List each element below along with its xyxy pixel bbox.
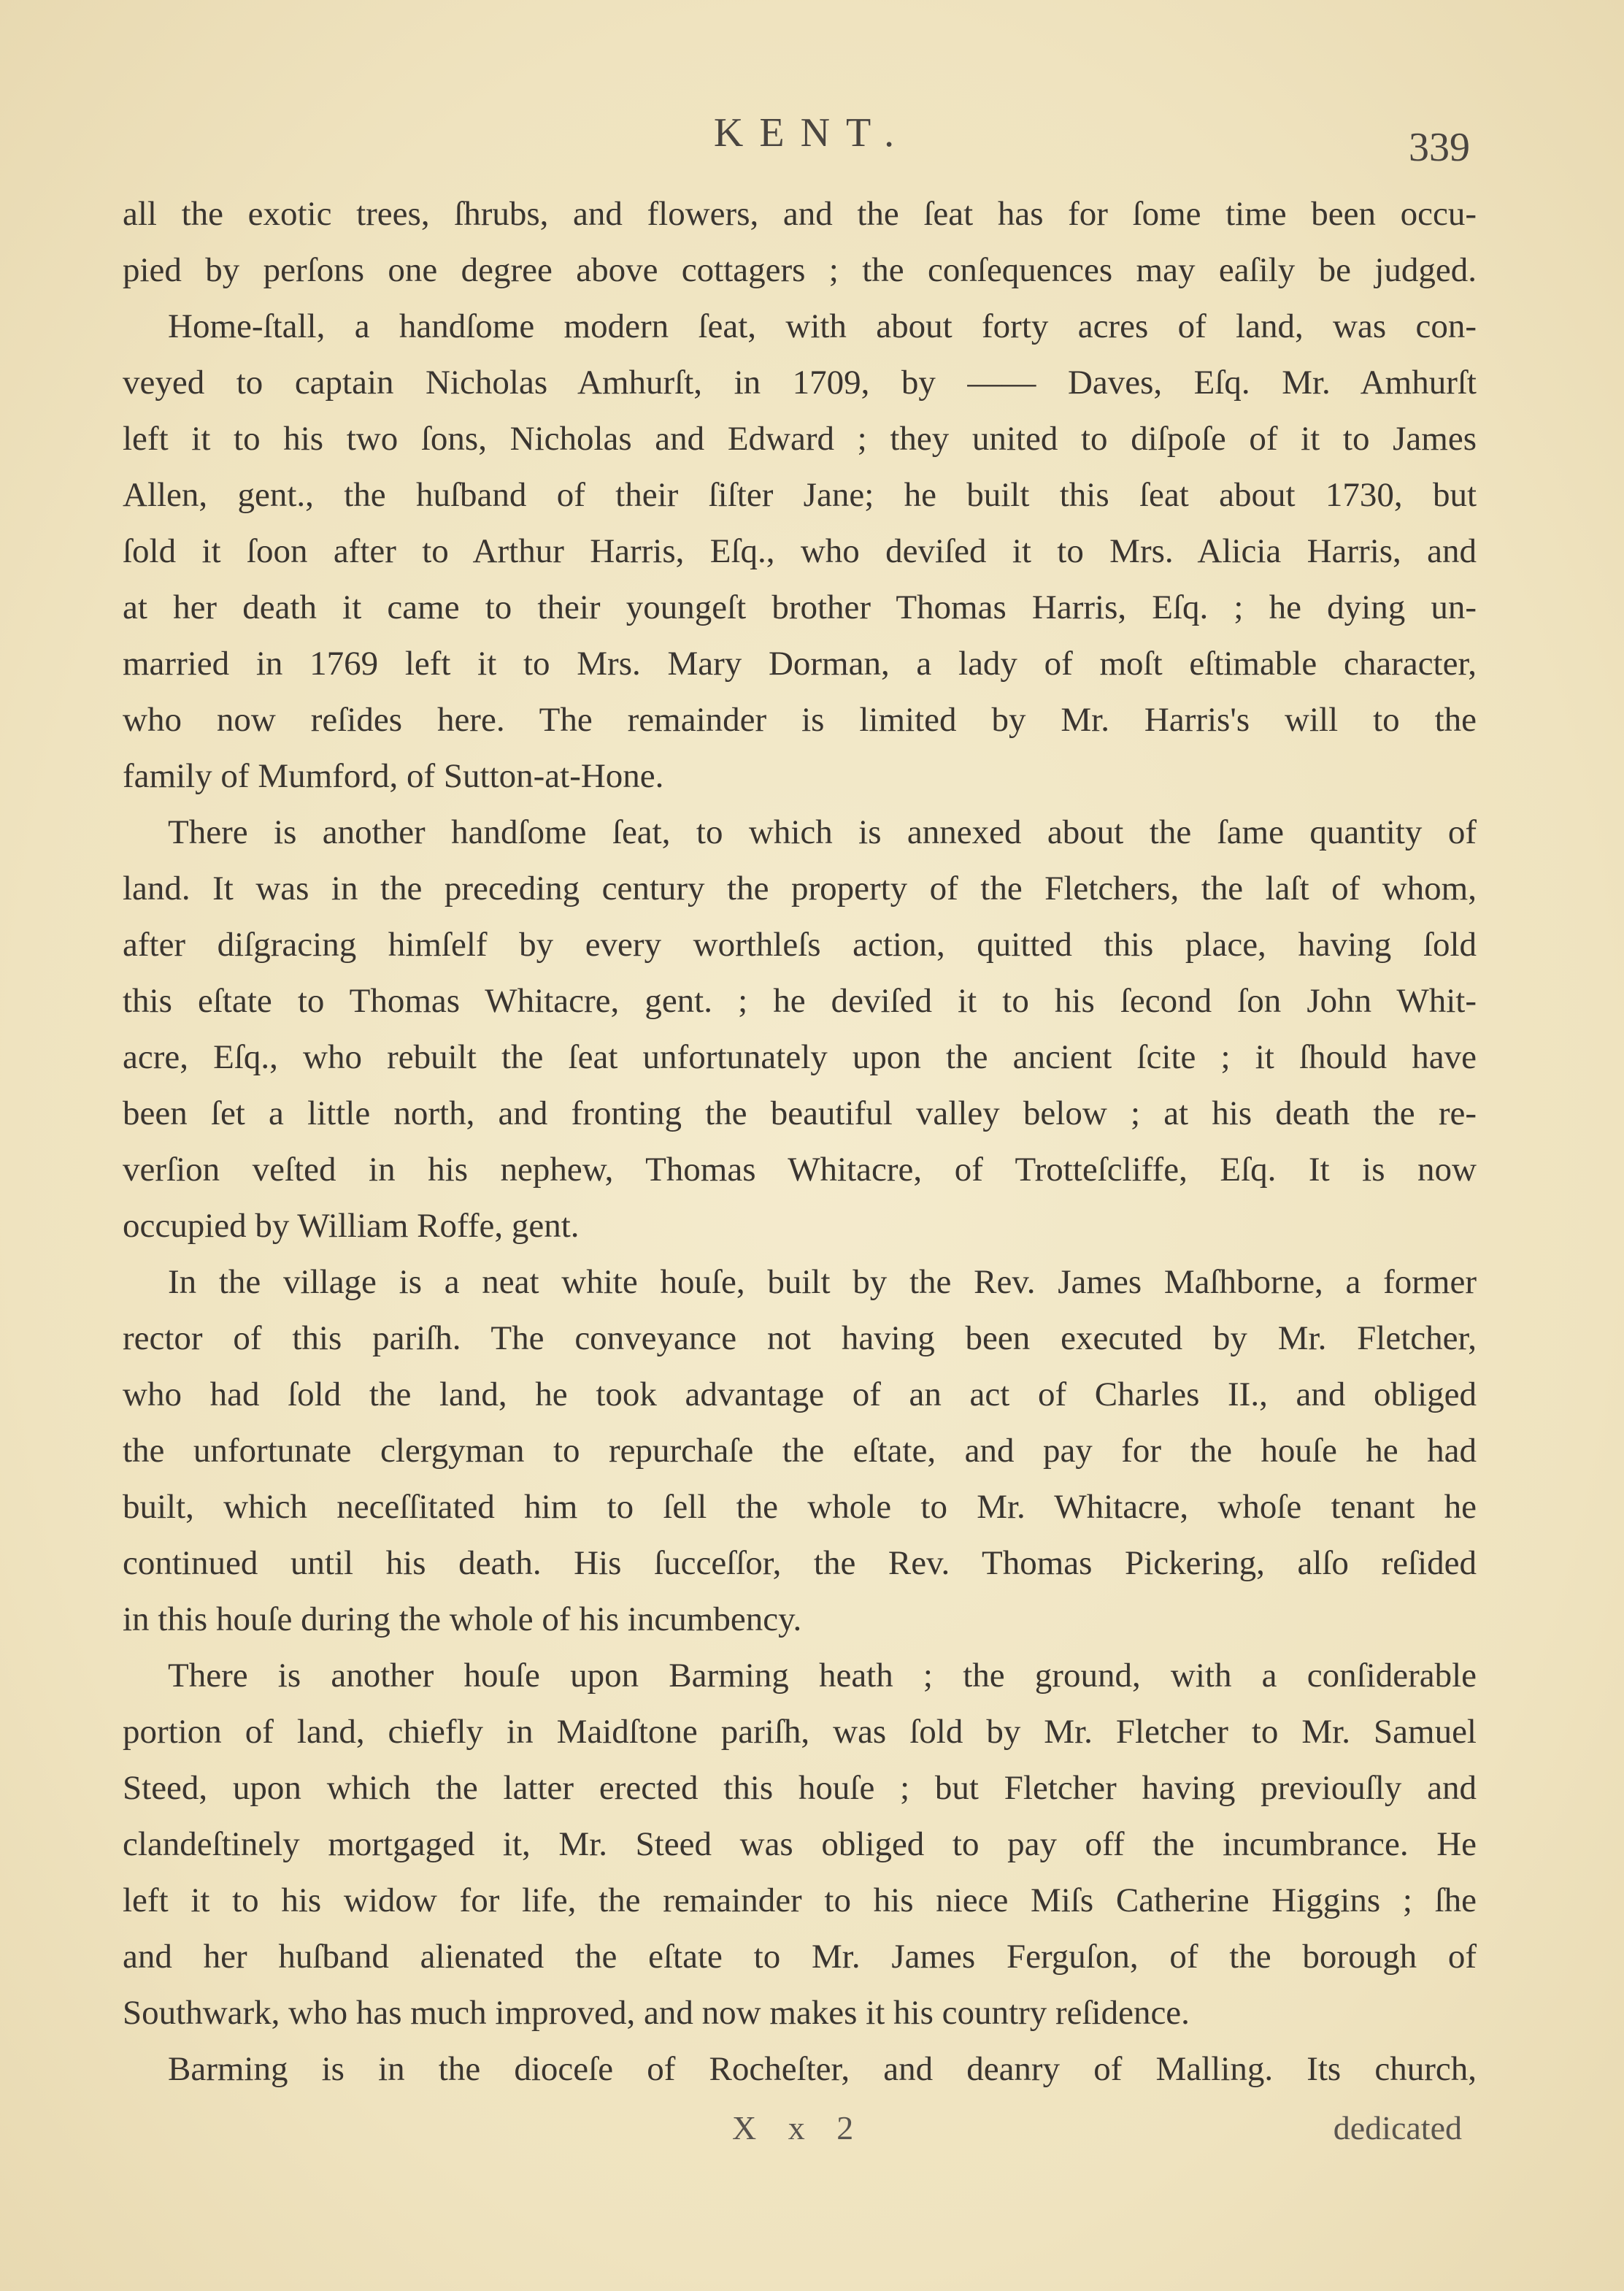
paragraph-start-line: Barming is in the dioceſe of Rocheſter, and deanry of Malling. Its church,	[168, 2050, 1477, 2088]
text-line: veyed to captain Nicholas Amhurſt, in 1709, by —— Daves, Eſq. Mr. Amhurſt	[123, 364, 1477, 402]
text-line: built, which neceſſitated him to ſell the whole to Mr. Whitacre, whoſe tenant he	[123, 1488, 1477, 1526]
text-line: who now reſides here. The remainder is limited by Mr. Harris's will to the	[123, 701, 1477, 739]
text-line: and her huſband alienated the eſtate to Mr. James Ferguſon, of the borough of	[123, 1938, 1477, 1976]
page-footer	[123, 2108, 1477, 2160]
paragraph-end-line: family of Mumford, of Sutton-at-Hone.	[123, 757, 664, 795]
paragraph-end-line: in this houſe during the whole of his incumbency.	[123, 1600, 802, 1638]
text-line: left it to his widow for life, the remainder to his niece Miſs Catherine Higgins ; ſhe	[123, 1881, 1477, 1919]
signature-mark: X x 2	[732, 2109, 866, 2146]
running-title: KENT.	[713, 110, 911, 156]
paragraph-start-line: There is another houſe upon Barming heath ; the ground, with a conſiderable	[168, 1657, 1477, 1695]
text-line: pied by perſons one degree above cottagers ; the conſequences may eaſily be judged.	[123, 251, 1477, 289]
text-line: ſold it ſoon after to Arthur Harris, Eſq., who deviſed it to Mrs. Alicia Harris, and	[123, 532, 1477, 570]
text-line: left it to his two ſons, Nicholas and Edward ; they united to diſpoſe of it to James	[123, 420, 1477, 458]
text-line: land. It was in the preceding century the property of the Fletchers, the laſt of whom,	[123, 870, 1477, 907]
text-line: the unfortunate clergyman to repurchaſe the eſtate, and pay for the houſe he had	[123, 1432, 1477, 1470]
text-line: continued until his death. His ſucceſſor, the Rev. Thomas Pickering, alſo reſided	[123, 1544, 1477, 1582]
page-number: 339	[1409, 125, 1470, 170]
text-line: this eſtate to Thomas Whitacre, gent. ; he deviſed it to his ſecond ſon John Whit-	[123, 982, 1477, 1020]
text-line: at her death it came to their youngeſt brother Thomas Harris, Eſq. ; he dying un-	[123, 588, 1477, 626]
text-line: verſion veſted in his nephew, Thomas Whitacre, of Trotteſcliffe, Eſq. It is now	[123, 1151, 1477, 1189]
text-line: clandeſtinely mortgaged it, Mr. Steed was obliged to pay off the incumbrance. He	[123, 1825, 1477, 1863]
body-text	[123, 186, 1477, 2098]
text-line: acre, Eſq., who rebuilt the ſeat unfortunately upon the ancient ſcite ; it ſhould have	[123, 1038, 1477, 1076]
text-line: all the exotic trees, ſhrubs, and flowers, and the ſeat has for ſome time been occu-	[123, 195, 1477, 233]
text-line: Steed, upon which the latter erected this houſe ; but Fletcher having previouſly and	[123, 1769, 1477, 1807]
paragraph-end-line: occupied by William Roffe, gent.	[123, 1207, 580, 1245]
text-line: portion of land, chiefly in Maidſtone pariſh, was ſold by Mr. Fletcher to Mr. Samuel	[123, 1713, 1477, 1751]
paragraph-start-line: There is another handſome ſeat, to which is annexed about the ſame quantity of	[168, 813, 1477, 851]
text-line: been ſet a little north, and fronting the beautiful valley below ; at his death the re-	[123, 1094, 1477, 1132]
text-line: after diſgracing himſelf by every worthleſs action, quitted this place, having ſold	[123, 926, 1477, 964]
text-line: who had ſold the land, he took advantage of an act of Charles II., and obliged	[123, 1375, 1477, 1413]
paragraph-start-line: In the village is a neat white houſe, built by the Rev. James Maſhborne, a former	[168, 1263, 1477, 1301]
text-line: Allen, gent., the huſband of their ſiſter Jane; he built this ſeat about 1730, but	[123, 476, 1477, 514]
text-line: rector of this pariſh. The conveyance not having been executed by Mr. Fletcher,	[123, 1319, 1477, 1357]
text-line: married in 1769 left it to Mrs. Mary Dorman, a lady of moſt eſtimable character,	[123, 645, 1477, 683]
paragraph-start-line: Home-ſtall, a handſome modern ſeat, with about forty acres of land, was con-	[168, 307, 1477, 345]
paragraph-end-line: Southwark, who has much improved, and now makes it his country reſidence.	[123, 1994, 1190, 2032]
catchword: dedicated	[1333, 2109, 1462, 2146]
